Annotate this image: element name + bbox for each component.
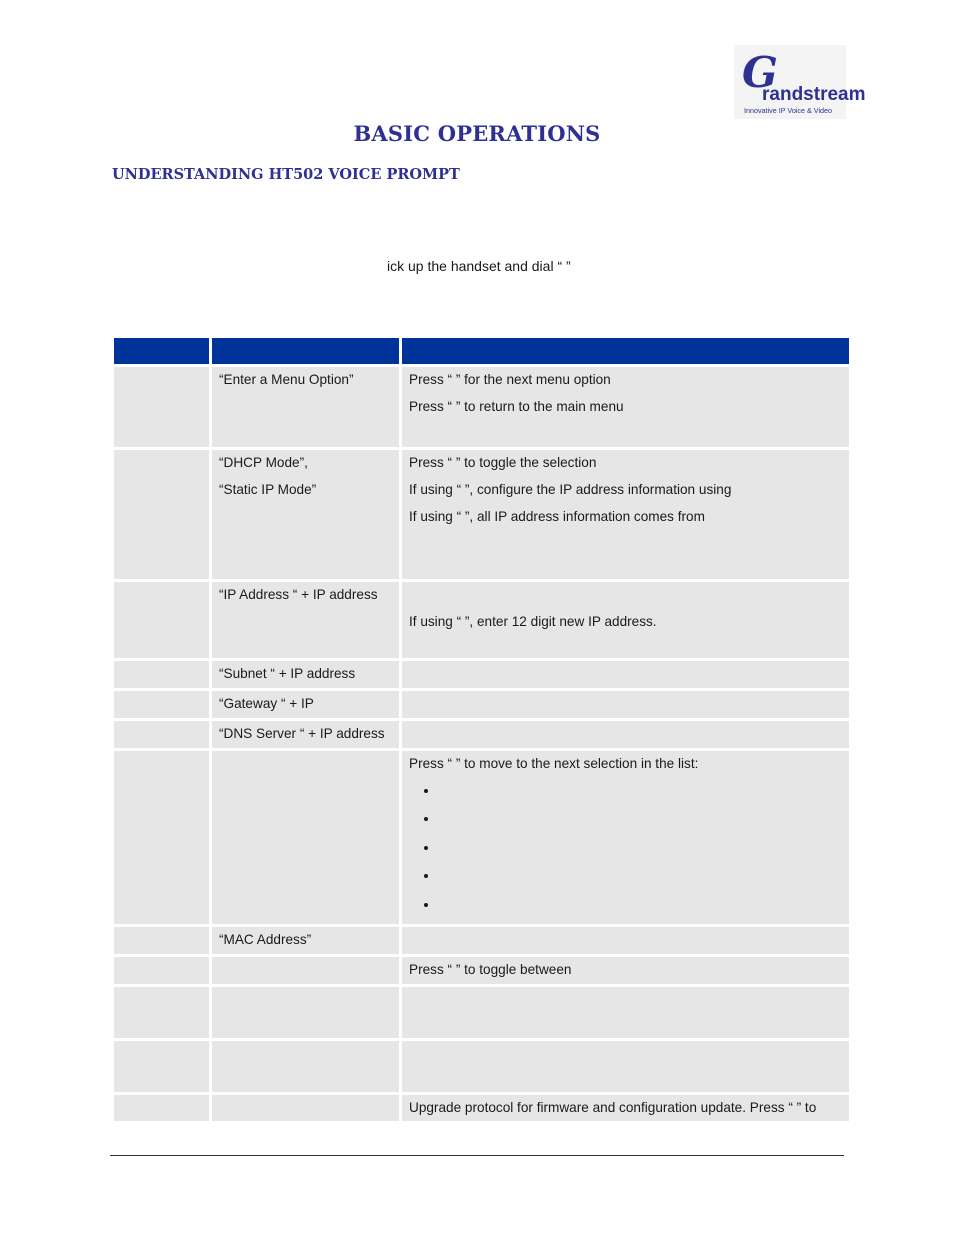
table-cell-number	[114, 751, 209, 924]
list-item	[439, 896, 842, 924]
table-cell-operations	[402, 367, 849, 447]
prompt-text: “IP Address “ + IP address	[219, 587, 378, 602]
section-title: UNDERSTANDING HT502 VOICE PROMPT	[112, 166, 460, 183]
table-cell-operations	[402, 927, 849, 954]
table-cell-prompt	[212, 661, 399, 688]
logo-tagline: Innovative IP Voice & Video	[744, 106, 833, 115]
table-cell-operations	[402, 691, 849, 718]
table-row	[114, 1095, 849, 1121]
table-cell-operations	[402, 582, 849, 658]
operation-text: Upgrade protocol for firmware and configuration update. Press “ ” to	[409, 1099, 817, 1115]
prompt-text: “Gateway “ + IP	[219, 696, 314, 711]
table-cell-operations	[402, 1095, 849, 1121]
table-cell-number	[114, 987, 209, 1038]
operation-text: Press “ ” for the next menu option	[409, 372, 611, 387]
list-item	[439, 867, 842, 895]
operation-text: Press “ ” to return to the main menu	[409, 399, 624, 414]
table-row	[114, 987, 849, 1038]
operation-text: Press “ ” to toggle the selection	[409, 455, 597, 470]
table-row	[114, 582, 849, 658]
table-cell-operations	[402, 450, 849, 579]
table-row	[114, 927, 849, 954]
table-cell-operations	[402, 987, 849, 1038]
list-item	[439, 839, 842, 867]
table-row	[114, 367, 849, 447]
table-row	[114, 721, 849, 748]
table-row	[114, 661, 849, 688]
table-cell-number	[114, 582, 209, 658]
voice-prompt-table	[111, 335, 852, 1124]
table-cell-operations	[402, 721, 849, 748]
page-title: BASIC OPERATIONS	[353, 121, 601, 146]
table-cell-number	[114, 450, 209, 579]
table-header-cell	[114, 338, 209, 364]
table-cell-prompt	[212, 1095, 399, 1121]
table-row	[114, 691, 849, 718]
operation-text: If using “ ”, configure the IP address information using	[409, 482, 732, 497]
table-cell-prompt	[212, 927, 399, 954]
table-cell-number	[114, 661, 209, 688]
operation-text: Press “ ” to move to the next selection in the list:	[409, 756, 699, 771]
table-cell-number	[114, 927, 209, 954]
list-item	[439, 782, 842, 810]
table-cell-operations	[402, 661, 849, 688]
prompt-text: “MAC Address”	[219, 931, 312, 947]
table-cell-prompt	[212, 721, 399, 748]
table-cell-operations	[402, 751, 849, 924]
table-cell-prompt	[212, 691, 399, 718]
table-row	[114, 450, 849, 579]
table-row	[114, 1041, 849, 1092]
logo-letter: G	[742, 48, 778, 97]
table-cell-number	[114, 367, 209, 447]
prompt-text: “DNS Server “ + IP address	[219, 726, 385, 741]
table-cell-prompt	[212, 751, 399, 924]
operation-text: Press “ ” to toggle between	[409, 961, 572, 977]
grandstream-logo	[734, 45, 866, 119]
table-header-row	[114, 338, 849, 364]
intro-text: ick up the handset and dial “ ”	[387, 258, 571, 274]
prompt-text: “DHCP Mode”,	[219, 455, 308, 470]
table-row	[114, 957, 849, 984]
list-item	[439, 810, 842, 838]
prompt-text: “Static IP Mode”	[219, 482, 317, 497]
prompt-text: “Subnet “ + IP address	[219, 666, 356, 681]
prompt-text: “Enter a Menu Option”	[219, 372, 354, 387]
table-cell-number	[114, 691, 209, 718]
footer-rule	[110, 1155, 844, 1156]
table-header-cell	[402, 338, 849, 364]
table-cell-operations	[402, 1041, 849, 1092]
operation-text: If using “ ”, enter 12 digit new IP address.	[409, 614, 657, 629]
table-cell-prompt	[212, 582, 399, 658]
table-cell-number	[114, 1095, 209, 1121]
table-cell-prompt	[212, 367, 399, 447]
table-cell-operations	[402, 957, 849, 984]
table-cell-prompt	[212, 987, 399, 1038]
table-cell-prompt	[212, 1041, 399, 1092]
table-cell-number	[114, 1041, 209, 1092]
operation-text: If using “ ”, all IP address information comes from	[409, 509, 705, 524]
logo-name: randstream	[762, 84, 866, 105]
table-header-cell	[212, 338, 399, 364]
table-row	[114, 751, 849, 924]
table-cell-number	[114, 721, 209, 748]
table-cell-number	[114, 957, 209, 984]
table-cell-prompt	[212, 957, 399, 984]
table-cell-prompt	[212, 450, 399, 579]
selection-list	[409, 782, 842, 924]
operation-text	[409, 586, 842, 604]
